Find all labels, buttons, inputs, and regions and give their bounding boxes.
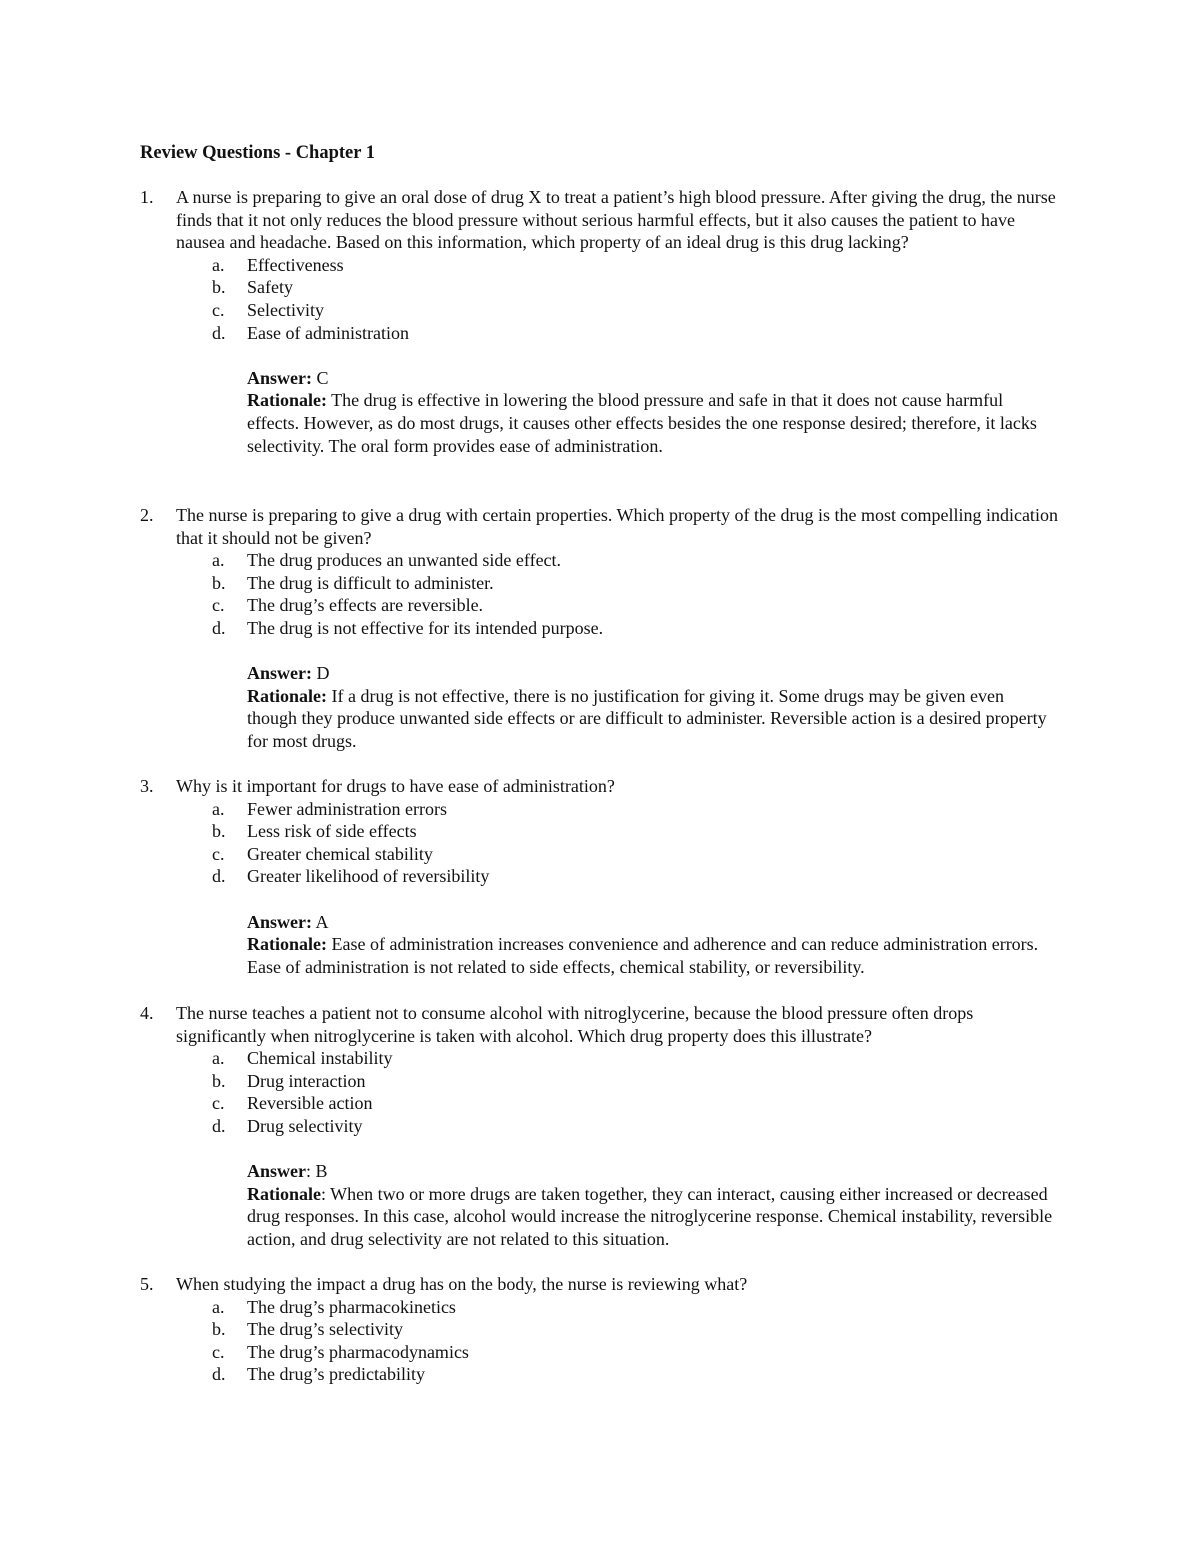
option-letter: b. (212, 572, 226, 593)
option-b (212, 1070, 1060, 1093)
option-text: The drug’s pharmacokinetics (247, 1296, 456, 1317)
option-letter: c. (212, 1093, 225, 1114)
option-letter: d. (212, 866, 226, 887)
rationale (247, 1183, 1057, 1251)
option-a (212, 549, 1060, 572)
option-letter: d. (212, 322, 226, 343)
option-letter: d. (212, 1364, 226, 1385)
option-list (140, 549, 1060, 639)
answer-label: Answer: (247, 663, 312, 684)
question-number: 5. (140, 1274, 154, 1294)
option-text: Safety (247, 277, 293, 298)
question-text: Why is it important for drugs to have ease of administration? (176, 776, 615, 796)
option-letter: b. (212, 1070, 226, 1091)
option-letter: c. (212, 299, 225, 320)
option-letter: c. (212, 1341, 225, 1362)
option-letter: a. (212, 798, 225, 819)
option-text: Drug interaction (247, 1070, 366, 1091)
option-text: Reversible action (247, 1093, 373, 1114)
option-text: The drug is difficult to administer. (247, 572, 494, 593)
option-letter: b. (212, 821, 226, 842)
question-5 (140, 1273, 1060, 1386)
rationale (247, 389, 1057, 457)
option-list (140, 798, 1060, 888)
option-letter: b. (212, 277, 226, 298)
option-d (212, 1363, 1060, 1386)
answer-label: Answer: (247, 367, 312, 388)
question-text: When studying the impact a drug has on the body, the nurse is reviewing what? (176, 1274, 748, 1294)
option-text: The drug is not effective for its intended purpose. (247, 617, 604, 638)
question-number: 3. (140, 776, 154, 796)
option-letter: d. (212, 617, 226, 638)
option-text: Ease of administration (247, 322, 409, 343)
option-a (212, 1296, 1060, 1319)
option-list (140, 254, 1060, 344)
option-text: Greater likelihood of reversibility (247, 866, 490, 887)
option-text: The drug’s effects are reversible. (247, 595, 484, 616)
rationale-text: If a drug is not effective, there is no justification for giving it. Some drugs may be given even though they produce unwanted side effects or are difficult to administer. Reversible action is a desired property for most drugs. (247, 685, 1047, 751)
option-d (212, 1115, 1060, 1138)
answer-label: Answer: (247, 911, 312, 932)
rationale-label: Rationale: (247, 934, 327, 955)
answer (247, 662, 1060, 685)
option-letter: a. (212, 1296, 225, 1317)
option-letter: c. (212, 595, 225, 616)
answer (247, 911, 1060, 934)
answer-value: A (312, 911, 329, 932)
rationale-label: Rationale (247, 1183, 321, 1204)
option-text: The drug produces an unwanted side effect. (247, 550, 562, 571)
answer (247, 367, 1060, 390)
option-text: Less risk of side effects (247, 821, 417, 842)
answer (247, 1160, 1060, 1183)
option-letter: d. (212, 1115, 226, 1136)
option-letter: c. (212, 843, 225, 864)
option-a (212, 798, 1060, 821)
option-b (212, 1318, 1060, 1341)
question-4 (140, 1002, 1060, 1251)
option-text: Chemical instability (247, 1048, 393, 1069)
rationale-text: The drug is effective in lowering the blood pressure and safe in that it does not cause harmful effects. However, as do most drugs, it causes other effects besides the one response desired; therefore, it lacks selectivity. The oral form provides ease of administration. (247, 390, 1037, 456)
rationale (247, 933, 1057, 978)
option-c (212, 843, 1060, 866)
rationale-text: : When two or more drugs are taken together, they can interact, causing either increased or decreased drug responses. In this case, alcohol would increase the nitroglycerine response. Chemical instability, reversible action, and drug selectivity are not related to this situation. (247, 1183, 1053, 1249)
question-number: 1. (140, 187, 154, 207)
question-3 (140, 775, 1060, 978)
option-letter: b. (212, 1319, 226, 1340)
answer-value: : B (306, 1161, 328, 1182)
option-b (212, 820, 1060, 843)
option-text: Drug selectivity (247, 1115, 363, 1136)
question-text: The nurse is preparing to give a drug with certain properties. Which property of the drug is the most compelling indication that it should not be given? (176, 505, 1058, 548)
question-number: 2. (140, 505, 154, 525)
answer-label: Answer (247, 1161, 306, 1182)
option-a (212, 1047, 1060, 1070)
answer-value: C (312, 367, 329, 388)
option-letter: a. (212, 254, 225, 275)
option-b (212, 276, 1060, 299)
option-text: Effectiveness (247, 254, 344, 275)
option-c (212, 299, 1060, 322)
question-text: The nurse teaches a patient not to consume alcohol with nitroglycerine, because the blood pressure often drops significantly when nitroglycerine is taken with alcohol. Which drug property does this illustrate? (176, 1003, 974, 1046)
option-list (140, 1047, 1060, 1137)
option-a (212, 254, 1060, 277)
question-number: 4. (140, 1003, 154, 1023)
option-d (212, 617, 1060, 640)
option-letter: a. (212, 550, 225, 571)
option-text: Selectivity (247, 299, 324, 320)
option-d (212, 322, 1060, 345)
option-letter: a. (212, 1048, 225, 1069)
option-text: The drug’s pharmacodynamics (247, 1341, 469, 1362)
option-text: Fewer administration errors (247, 798, 447, 819)
rationale-text: Ease of administration increases convenience and adherence and can reduce administration errors. Ease of administration is not related to side effects, chemical stability, or reversibility. (247, 934, 1039, 977)
option-text: The drug’s selectivity (247, 1319, 403, 1340)
rationale-label: Rationale: (247, 685, 327, 706)
option-c (212, 594, 1060, 617)
question-1 (140, 186, 1060, 457)
question-text: A nurse is preparing to give an oral dose of drug X to treat a patient’s high blood pressure. After giving the drug, the nurse finds that it not only reduces the blood pressure without serious harmful effects, but it also causes the patient to have nausea and headache. Based on this information, which property of an ideal drug is this drug lacking? (176, 187, 1056, 253)
option-c (212, 1092, 1060, 1115)
option-b (212, 572, 1060, 595)
option-text: The drug’s predictability (247, 1364, 425, 1385)
rationale-label: Rationale: (247, 390, 327, 411)
option-d (212, 865, 1060, 888)
question-2 (140, 504, 1060, 753)
page-title: Review Questions - Chapter 1 (140, 143, 376, 163)
answer-value: D (312, 663, 330, 684)
rationale (247, 685, 1057, 753)
option-list (140, 1296, 1060, 1386)
option-c (212, 1341, 1060, 1364)
option-text: Greater chemical stability (247, 843, 433, 864)
